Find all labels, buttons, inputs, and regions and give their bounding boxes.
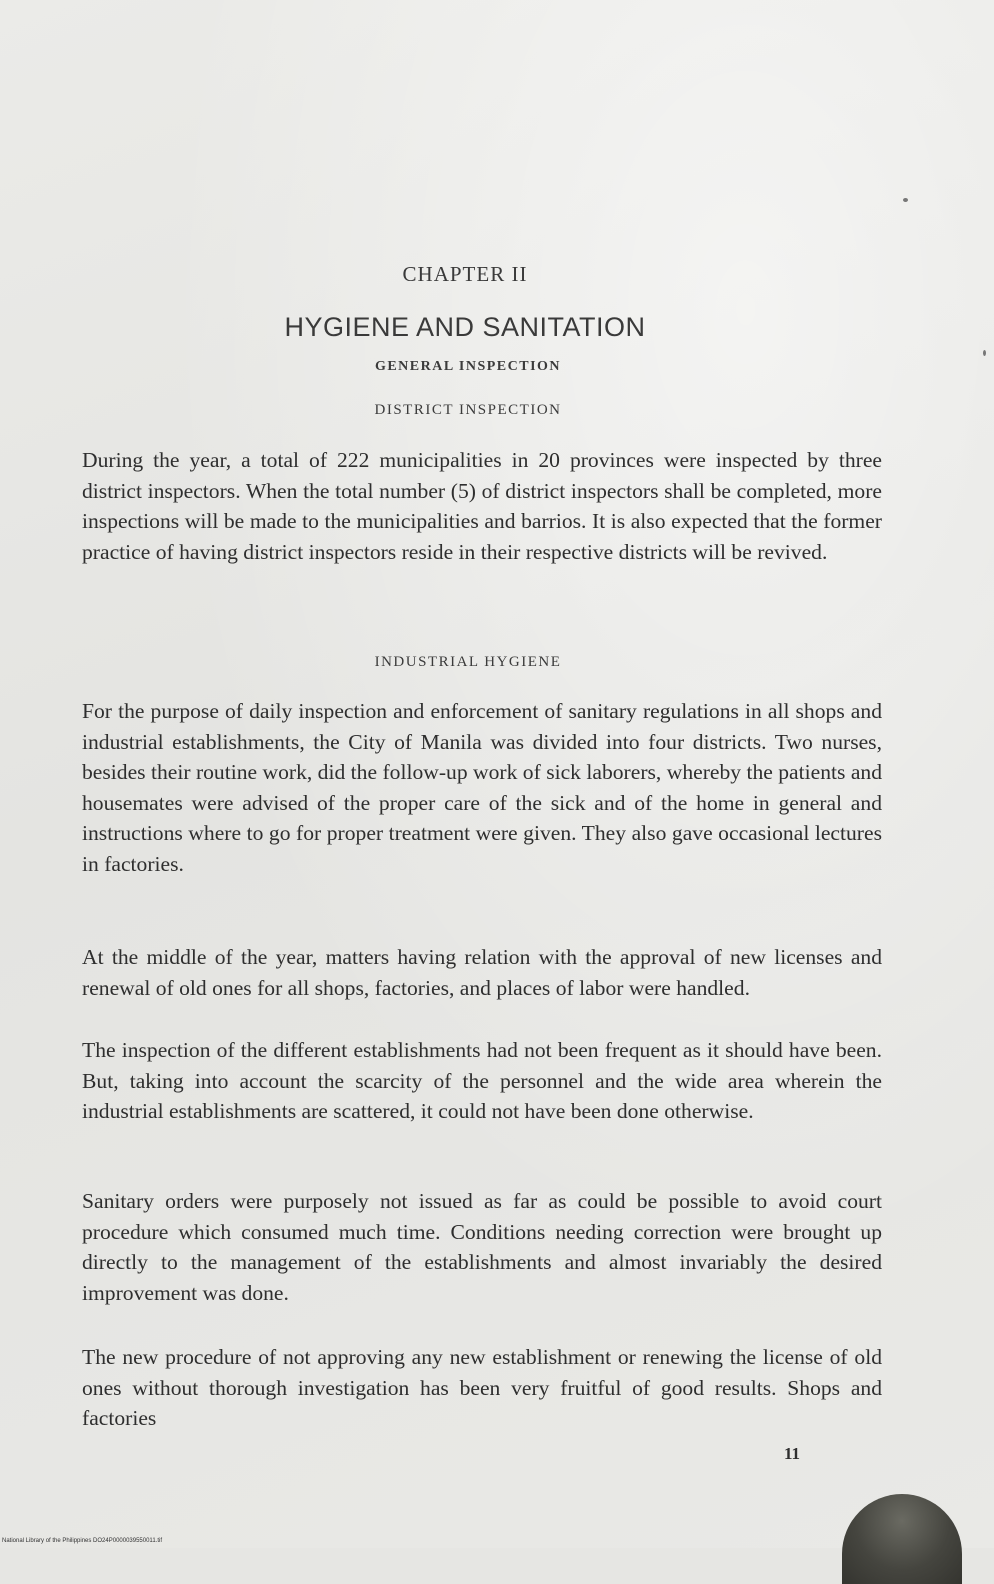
paragraph-district-inspection: During the year, a total of 222 municipalities in 20 provinces were inspected by three district inspectors. When the total number (5) of district inspectors shall be completed, more inspections will be made to the municipalities and barrios. It is also expected that the former practice of having district inspectors reside in their respective districts will be revived. [82, 448, 882, 564]
paragraph-industrial-2: At the middle of the year, matters having relation with the approval of new licenses and renewal of old ones for all shops, factories, and places of labor were handled. [82, 945, 882, 1000]
scanner-thumb-shadow [842, 1494, 962, 1584]
chapter-title: HYGIENE AND SANITATION [284, 312, 646, 342]
scan-credit-footer: National Library of the Philippines DO24P0000039550011.tif [2, 1538, 162, 1544]
paragraph-industrial-5: The new procedure of not approving any new establishment or renewing the license of old ones without thorough investigation has been very fruitful of good results. Shops and factories [82, 1345, 882, 1430]
paragraph-industrial-1: For the purpose of daily inspection and enforcement of sanitary regulations in all shops and industrial establishments, the City of Manila was divided into four districts. Two nurses, besides their routine work, did the follow-up work of sick laborers, whereby the patients and housemates were advised of the proper care of the sick and of the home in general and instructions where to go for proper treatment were given. They also gave occasional lectures in factories. [82, 699, 882, 876]
section-heading-district-inspection: DISTRICT INSPECTION [374, 402, 562, 418]
chapter-label: CHAPTER II [402, 262, 528, 286]
paper-speck [983, 350, 986, 356]
paragraph-industrial-3: The inspection of the different establishments had not been frequent as it should have been. But, taking into account the scarcity of the personnel and the wide area wherein the industrial establishments are scattered, it could not have been done otherwise. [82, 1038, 882, 1123]
page-number: 11 [784, 1444, 801, 1463]
section-heading-general-inspection: GENERAL INSPECTION [374, 359, 562, 374]
section-heading-industrial-hygiene: INDUSTRIAL HYGIENE [374, 654, 562, 670]
paragraph-industrial-4: Sanitary orders were purposely not issued as far as could be possible to avoid court procedure which consumed much time. Conditions needing correction were brought up directly to the management of the establishments and almost invariably the desired improvement was done. [82, 1189, 882, 1305]
paper-speck [903, 198, 908, 202]
